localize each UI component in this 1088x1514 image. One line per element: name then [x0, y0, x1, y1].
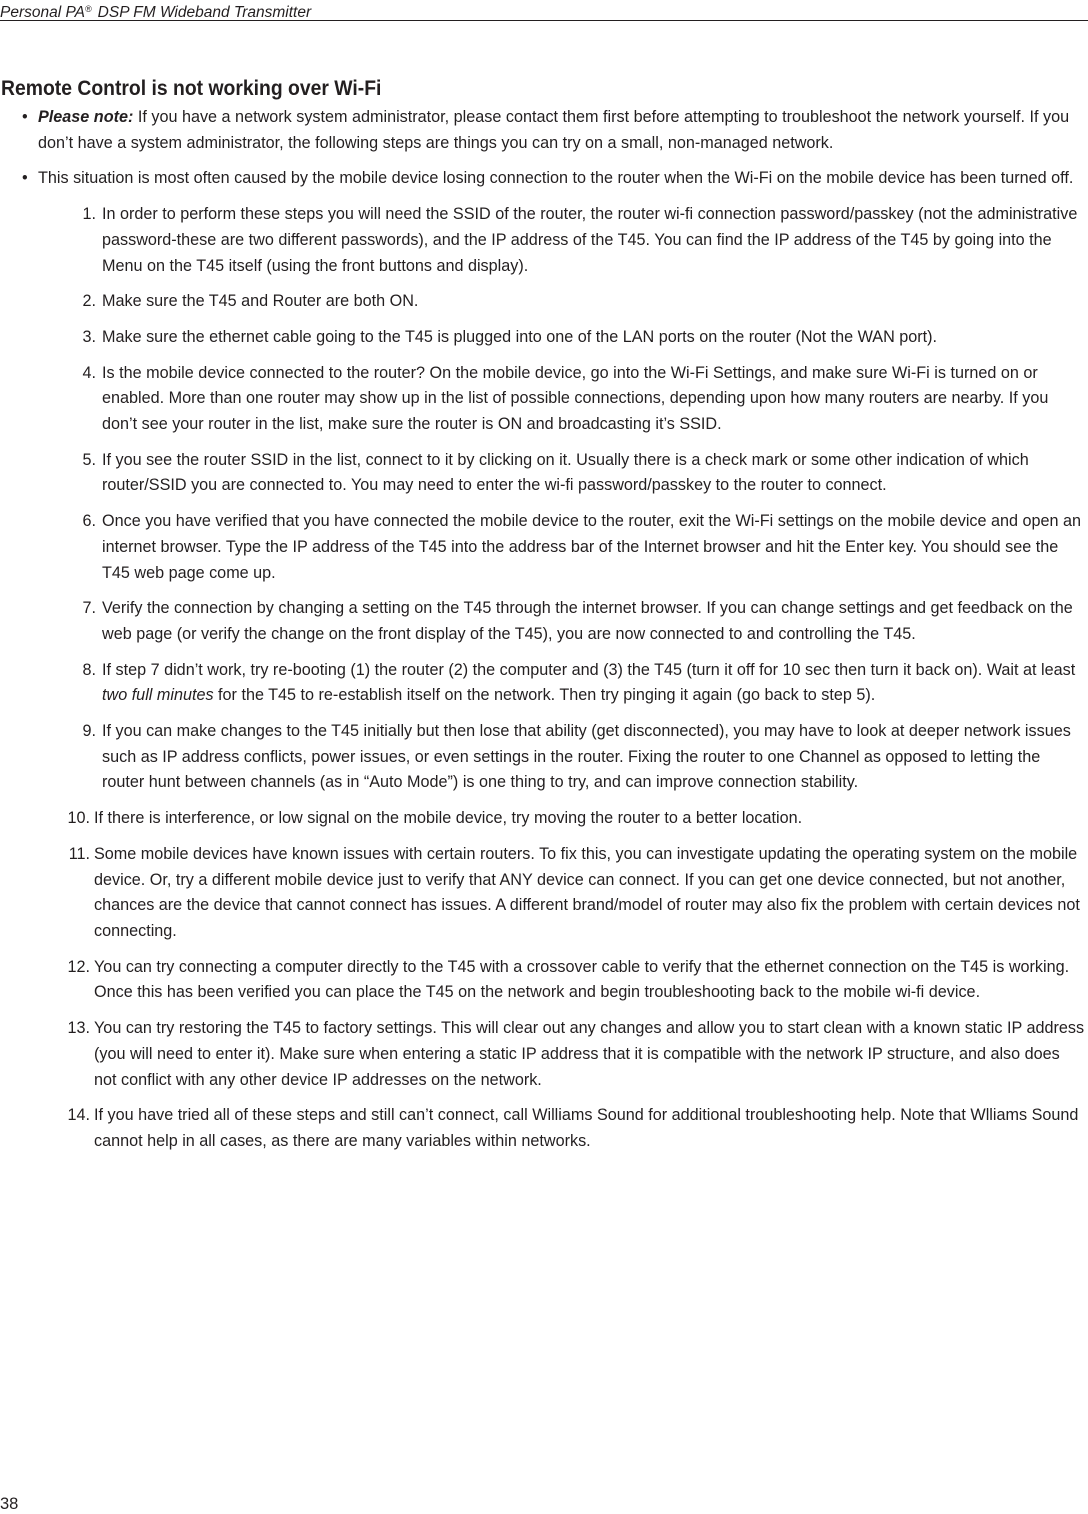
step-item — [0, 361, 1086, 438]
step-number: 5. — [82, 450, 96, 469]
step-text: If you can make changes to the T45 initially but then lose that ability (get disconnected), you may have to look at deeper network issues such as IP address conflicts, power issues, or even settings in the router. Fixing the router to one Channel as opposed to letting the router hunt between channels (as in “Auto Mode”) is one thing to try, and can improve connection stability. — [102, 722, 1071, 792]
step-number: 6. — [82, 512, 96, 531]
step-item — [0, 202, 1086, 279]
bullet-marker: • — [22, 169, 28, 188]
step-text: Some mobile devices have known issues with certain routers. To fix this, you can investigate updating the operating system on the mobile device. Or, try a different mobile device just to verify that ANY device can connect. If you can get one device connected, but not another, chances are the device that cannot connect has issues. A different brand/model of router may also fix the problem with certain devices not connecting. — [94, 844, 1080, 940]
step-text: You can try connecting a computer directly to the T45 with a crossover cable to verify that the ethernet connection on the T45 is working. Once this has been verified you can place the T45 on the network and begin troubleshooting back to the mobile wi-fi device. — [94, 957, 1070, 1002]
step-item — [0, 448, 1086, 499]
step-number: 7. — [82, 599, 96, 618]
step-item — [0, 842, 1086, 945]
step-item — [0, 658, 1086, 709]
step-number: 2. — [82, 292, 96, 311]
header-subtitle: DSP FM Wideband Transmitter — [97, 4, 312, 21]
bullet-marker: • — [22, 108, 28, 126]
step-number: 14. — [67, 1106, 90, 1125]
step-text-emphasis: two full minutes — [102, 686, 214, 705]
header-product: Personal PA — [0, 4, 86, 21]
step-number: 10. — [67, 809, 90, 828]
step-text-before: If step 7 didn’t work, try re-booting (1) the router (2) the computer and (3) the T45 (turn it off for 10 sec then turn it back on). Wait at least — [102, 660, 1076, 679]
step-item — [0, 596, 1086, 647]
step-number: 9. — [82, 722, 96, 741]
step-text: Make sure the ethernet cable going to the T45 is plugged into one of the LAN ports on the router (Not the WAN port). — [102, 327, 938, 346]
running-header — [0, 0, 1088, 21]
step-text-after: for the T45 to re-establish itself on the network. Then try pinging it again (go back to step 5). — [213, 686, 876, 705]
step-text: If you see the router SSID in the list, connect to it by clicking on it. Usually there is a check mark or some other indication of which router/SSID you are connected to. You may need to enter the wi-fi password/passkey to the router to connect. — [102, 450, 1029, 495]
step-number: 8. — [82, 660, 96, 679]
step-text: Is the mobile device connected to the router? On the mobile device, go into the Wi-Fi Settings, and make sure Wi-Fi is turned on or enabled. More than one router may show up in the list of possible connections, depending upon how many routers are nearby. If you don’t see your router in the list, make sure the router is ON and broadcasting it’s SSID. — [102, 363, 1049, 434]
step-item — [0, 325, 1086, 351]
section-title: Remote Control is not working over Wi-Fi — [1, 76, 382, 100]
note-text: If you have a network system administrator, please contact them first before attempting to troubleshoot the network yourself. If you don’t have a system administrator, the following steps are things you can try on a small, non-managed network. — [38, 108, 1070, 152]
step-text: Make sure the T45 and Router are both ON. — [102, 292, 419, 311]
step-text: You can try restoring the T45 to factory settings. This will clear out any changes and allow you to start clean with a known static IP address (you will need to enter it). Make sure when entering a static IP address that it is compatible with the network IP structure, and also does not conflict with any other device IP addresses on the network. — [94, 1019, 1085, 1089]
bullet-cause — [0, 166, 1086, 192]
step-text: Once you have verified that you have connected the mobile device to the router, exit the Wi-Fi settings on the mobile device and open an internet browser. Type the IP address of the T45 into the address bar of the Internet browser and hit the Enter key. You should see the T45 web page come up. — [102, 512, 1082, 582]
step-number: 3. — [82, 327, 96, 346]
registered-mark: ® — [85, 4, 92, 14]
bullet-please-note — [0, 105, 1086, 156]
step-item — [0, 1016, 1086, 1093]
page-number: 38 — [0, 1495, 19, 1513]
step-number: 1. — [82, 205, 96, 224]
step-item — [0, 806, 1086, 832]
step-item — [0, 955, 1086, 1006]
step-number: 4. — [82, 363, 96, 382]
step-item — [0, 509, 1086, 586]
troubleshooting-steps — [0, 202, 1086, 1155]
step-number: 11. — [68, 844, 90, 863]
step-number: 12. — [67, 957, 90, 976]
section-body — [0, 105, 1086, 1165]
step-text: If there is interference, or low signal on the mobile device, try moving the router to a better location. — [94, 809, 803, 828]
step-number: 13. — [67, 1019, 90, 1038]
step-text: If you have tried all of these steps and still can’t connect, call Williams Sound for additional troubleshooting help. Note that Wlliams Sound cannot help in all cases, as there are many variables within networks. — [94, 1106, 1079, 1150]
step-text: Verify the connection by changing a setting on the T45 through the internet browser. If you can change settings and get feedback on the web page (or verify the change on the front display of the T45), you are now connected to and controlling the T45. — [102, 599, 1073, 643]
step-text: In order to perform these steps you will need the SSID of the router, the router wi-fi connection password/passkey (not the administrative password-these are two different passwords), and the IP address of the T45. You can find the IP address of the T45 by going into the Menu on the T45 itself (using the front buttons and display). — [102, 205, 1078, 275]
step-item — [0, 289, 1086, 315]
step-item — [0, 719, 1086, 796]
step-item — [0, 1103, 1086, 1154]
note-label: Please note: — [38, 108, 134, 126]
cause-text: This situation is most often caused by the mobile device losing connection to the router when the Wi-Fi on the mobile device has been turned off. — [38, 169, 1074, 188]
